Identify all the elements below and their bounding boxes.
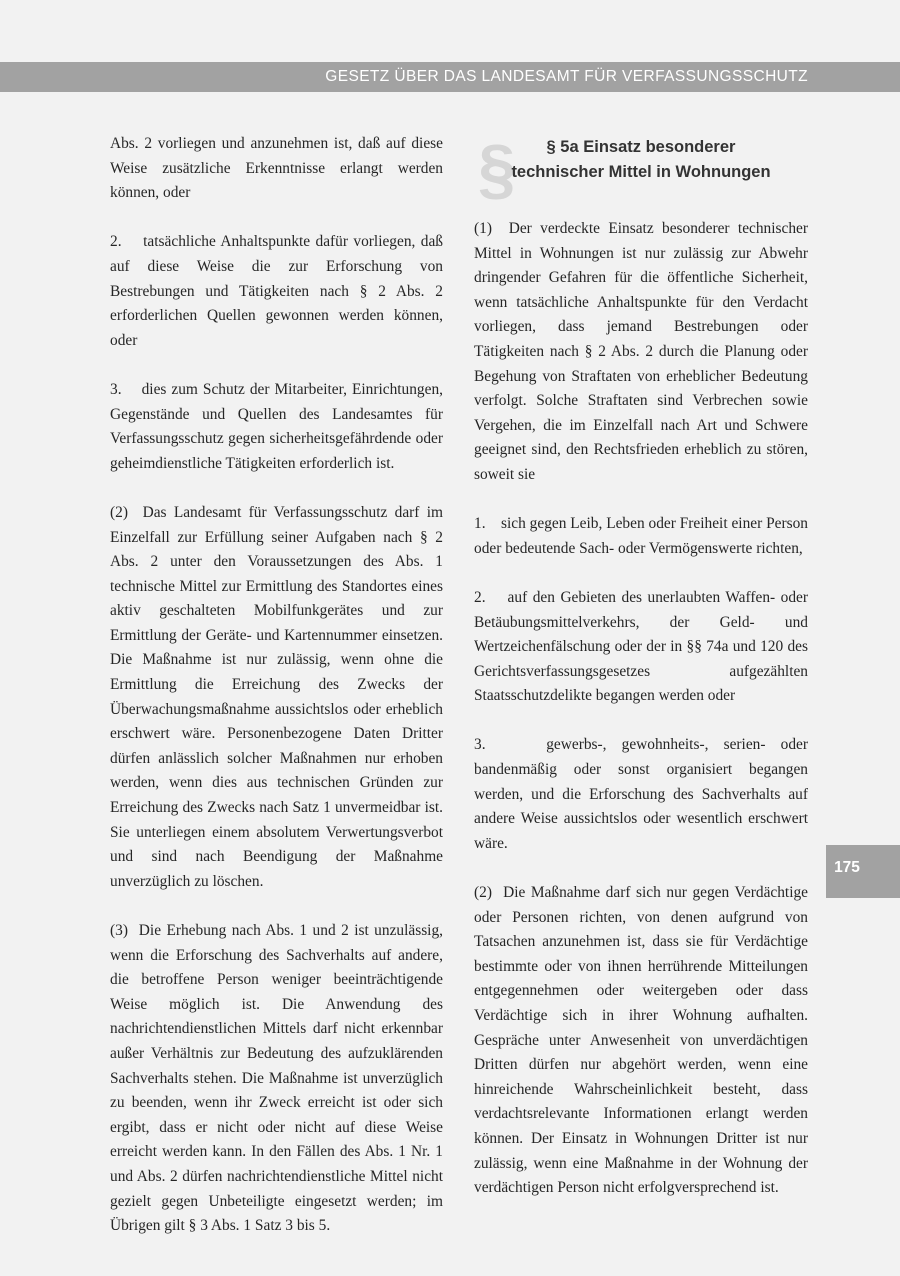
paragraph-abs-3: (3) Die Erhebung nach Abs. 1 und 2 ist unzulässig, wenn die Erforschung des Sachverhalts auf andere, die betroffene Person weniger beeinträchtigende Weise möglich ist. Die Anwendung des nachrichtendienstlichen Mittels darf nicht erkennbar außer Verhältnis zur Bedeutung des aufzuklärenden Sachverhalts stehen. Die Maßnahme ist unverzüglich zu beenden, wenn ihr Zweck erreicht ist oder sich ergibt, dass er nicht oder nicht auf diese Weise erreicht werden kann. In den Fällen des Abs. 1 Nr. 1 und Abs. 2 dürfen nachrichtendienstliche Mittel nicht gezielt gegen Unbeteiligte eingesetzt werden; im Übrigen gilt § 3 Abs. 1 Satz 3 bis 5. [110,922,447,1235]
header-title: GESETZ ÜBER DAS LANDESAMT FÜR VERFASSUNGSSCHUTZ [325,68,808,85]
left-column [110,132,447,1263]
page-number: 175 [834,859,860,876]
section-heading [474,132,808,213]
paragraph-abs-1: (1) Der verdeckte Einsatz besonderer technischer Mittel in Wohnungen ist nur zulässig zur Abwehr dringender Gefahren für die öffentliche Sicherheit, wenn tatsächliche Anhaltspunkte für den Verdacht vorliegen, dass jemand Bestrebungen oder Tätigkeiten nach § 2 Abs. 2 durch die Planung oder Begehung von Straftaten von erheblicher Bedeutung verfolgt. Solche Straftaten sind Verbrechen sowie Vergehen, die im Einzelfall nach Art und Schwere geeignet sind, den Rechtsfrieden erheblich zu stören, soweit sie [474,220,812,483]
right-column [474,131,812,1225]
section-title [504,135,778,185]
list-item-2: 2. auf den Gebieten des unerlaubten Waffen- oder Betäubungsmittelverkehrs, der Geld- und Wertzeichenfälschung oder der in §§ 74a und 120 des Gerichtsverfassungsgesetzes aufgezählten Staatsschutzdelikte begangen werden oder [474,588,812,705]
list-item-1: 1. sich gegen Leib, Leben oder Freiheit einer Person oder bedeutende Sach- oder Vermögenswerte richten, [474,515,812,557]
list-item-2: 2. tatsächliche Anhaltspunkte dafür vorliegen, daß auf diese Weise die zur Erforschung von Bestrebungen und Tätigkeiten nach § 2 Abs. 2 erforderlichen Quellen gewonnen werden können, oder [110,233,447,349]
running-header [0,62,900,92]
section-title-line-1: § 5a Einsatz besonderer [546,138,736,156]
list-item-3: 3. dies zum Schutz der Mitarbeiter, Einrichtungen, Gegenstände und Quellen des Landesamtes für Verfassungsschutz gegen sicherheitsgefährdende oder geheimdienstliche Tätigkeiten erforderlich ist. [110,380,447,472]
paragraph-abs-2: (2) Die Maßnahme darf sich nur gegen Verdächtige oder Personen richten, von denen aufgrund von Tatsachen anzunehmen ist, dass sie für Verdächtige bestimmte oder von ihnen herrührende Mitteilungen entgegennehmen oder weitergeben oder dass Verdächtige sich in ihrer Wohnung aufhalten. Gespräche unter Anwesenheit von unverdächtigen Dritten dürfen nur abgehört werden, wenn eine hinreichende Wahrscheinlichkeit besteht, dass verdachtsrelevante Informationen erlangt werden können. Der Einsatz in Wohnungen Dritter ist nur zulässig, wenn eine Maßnahme in der Wohnung der verdächtigen Person nicht erfolgversprechend ist. [474,884,812,1197]
paragraph-abs-2: (2) Das Landesamt für Verfassungsschutz darf im Einzelfall zur Erfüllung seiner Aufgaben nach § 2 Abs. 2 unter den Voraussetzungen des Abs. 1 technische Mittel zur Ermittlung des Standortes eines aktiv geschalteten Mobilfunkgerätes und zur Ermittlung der Geräte- und Kartennummer einsetzen. Die Maßnahme ist nur zulässig, wenn ohne die Ermittlung die Erreichung des Zwecks der Überwachungsmaßnahme aussichtslos oder erheblich erschwert wäre. Personenbezogene Daten Dritter dürfen anlässlich solcher Maßnahmen nur erhoben werden, wenn dies aus technischen Gründen zur Erreichung des Zwecks nach Satz 1 unvermeidbar ist. Sie unterliegen einem absolutem Verwertungsverbot und sind nach Beendigung der Maßnahme unverzüglich zu löschen. [110,503,447,890]
list-item-3: 3. gewerbs-, gewohnheits-, serien- oder bandenmäßig oder sonst organisiert begangen werden, und die Erforschung des Sachverhalts auf andere Weise aussichtslos oder wesentlich erschwert wäre. [474,736,812,852]
page-number-tab [826,845,900,898]
paragraph-continuation: Abs. 2 vorliegen und anzunehmen ist, daß auf diese Weise zusätzliche Erkenntnisse erlangt werden können, oder [110,135,443,202]
section-glyph-icon: § [478,131,516,207]
section-title-line-2: technischer Mittel in Wohnungen [511,163,771,181]
